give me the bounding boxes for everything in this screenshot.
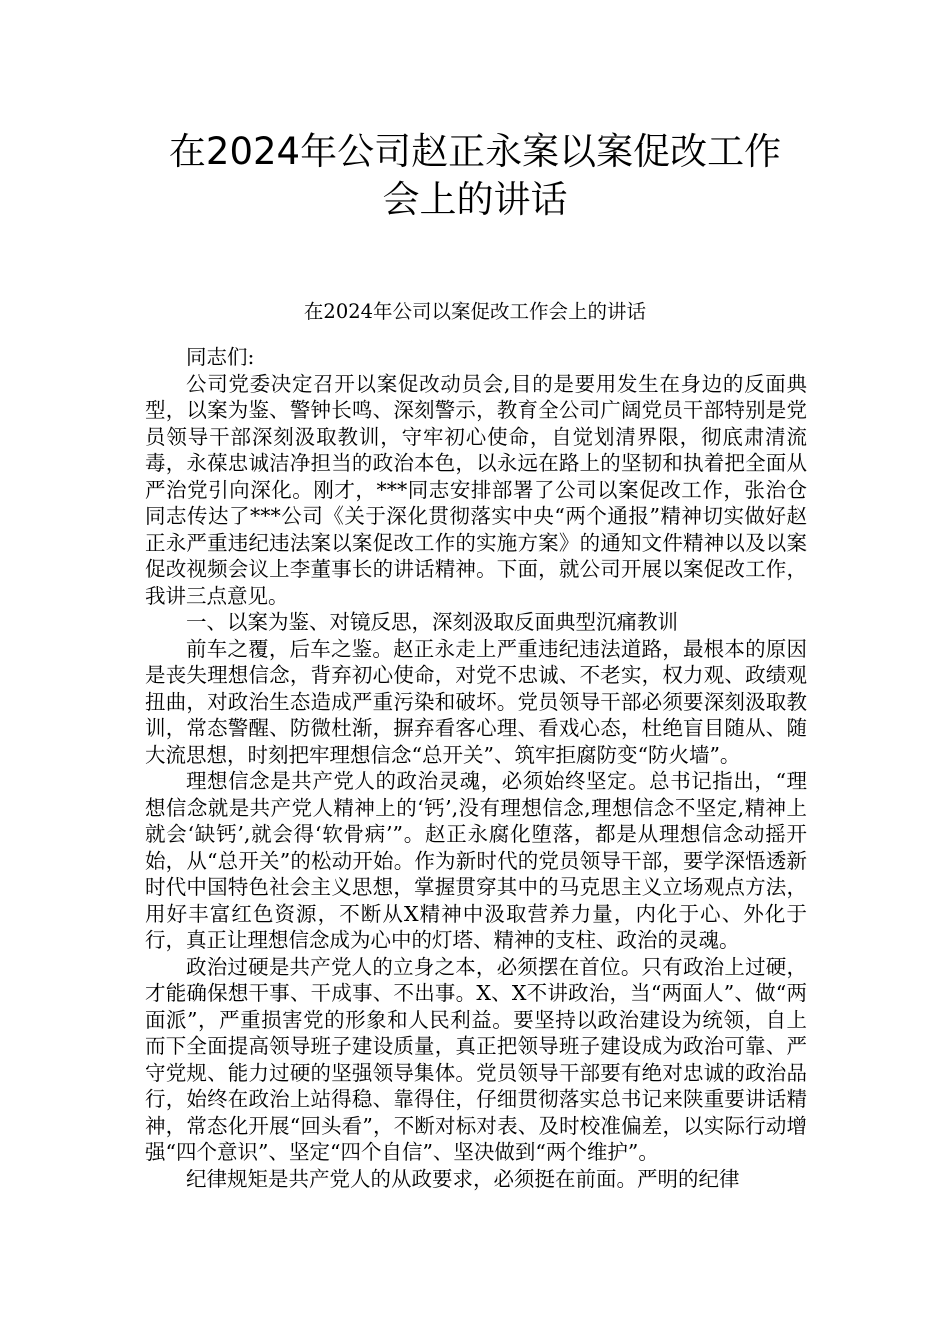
document-body: [145, 344, 807, 1192]
paragraph: 理想信念是共产党人的政治灵魂，必须始终坚定。总书记指出，“理想信念就是共产党人精神上的‘钙’,没有理想信念,理想信念不坚定,精神上就会‘缺钙’,就会得‘软骨病’”。赵正永腐化堕落，都是从理想信念动摇开始，从“总开关”的松动开始。作为新时代的党员领导干部，要学深悟透新时代中国特色社会主义思想，掌握贯穿其中的马克思主义立场观点方法，用好丰富红色资源，不断从X精神中汲取营养力量，内化于心、外化于行，真正让理想信念成为心中的灯塔、精神的支柱、政治的灵魂。: [145, 769, 807, 952]
document-title: [120, 128, 830, 224]
paragraph: 前车之覆，后车之鉴。赵正永走上严重违纪违法道路，最根本的原因是丧失理想信念，背弃初心使命，对党不忠诚、不老实，权力观、政绩观扭曲，对政治生态造成严重污染和破坏。党员领导干部必须要深刻汲取教训，常态警醒、防微杜渐，摒弃看客心理、看戏心态，杜绝盲目随从、随大流思想，时刻把牢理想信念“总开关”、筑牢拒腐防变“防火墙”。: [145, 636, 807, 767]
paragraph-intro: 公司党委决定召开以案促改动员会,目的是要用发生在身边的反面典型，以案为鉴、警钟长鸣、深刻警示，教育全公司广阔党员干部特别是党员领导干部深刻汲取教训，守牢初心使命，自觉划清界限，彻底肃清流毒，永葆忠诚洁净担当的政治本色，以永远在路上的坚韧和执着把全面从严治党引向深化。刚才，***同志安排部署了公司以案促改工作，张治仓同志传达了***公司《关于深化贯彻落实中央“两个通报”精神切实做好赵正永严重违纪违法案以案促改工作的实施方案》的通知文件精神以及以案促改视频会议上李董事长的讲话精神。下面，就公司开展以案促改工作，我讲三点意见。: [145, 371, 807, 608]
section-heading-1: 一、以案为鉴、对镜反思，深刻汲取反面典型沉痛教训: [186, 610, 678, 634]
salutation: 同志们:: [186, 345, 255, 369]
document-subtitle: 在2024年公司以案促改工作会上的讲话: [303, 300, 647, 323]
paragraph: 纪律规矩是共产党人的从政要求，必须挺在前面。严明的纪律: [186, 1166, 740, 1191]
title-line-1: 在2024年公司赵正永案以案促改工作: [168, 130, 782, 173]
title-line-2: 会上的讲话: [382, 178, 568, 221]
paragraph: 政治过硬是共产党人的立身之本，必须摆在首位。只有政治上过硬，才能确保想干事、干成事、不出事。X、X不讲政治，当“两面人”、做“两面派”，严重损害党的形象和人民利益。要坚持以政治建设为统领，自上而下全面提高领导班子建设质量，真正把领导班子建设成为政治可靠、严守党规、能力过硬的坚强领导集体。党员领导干部要有绝对忠诚的政治品行，始终在政治上站得稳、靠得住，仔细贯彻落实总书记来陕重要讲话精神，常态化开展“回头看”，不断对标对表、及时校准偏差，以实际行动增强“四个意识”、坚定“四个自信”、坚决做到“两个维护”。: [145, 954, 807, 1164]
